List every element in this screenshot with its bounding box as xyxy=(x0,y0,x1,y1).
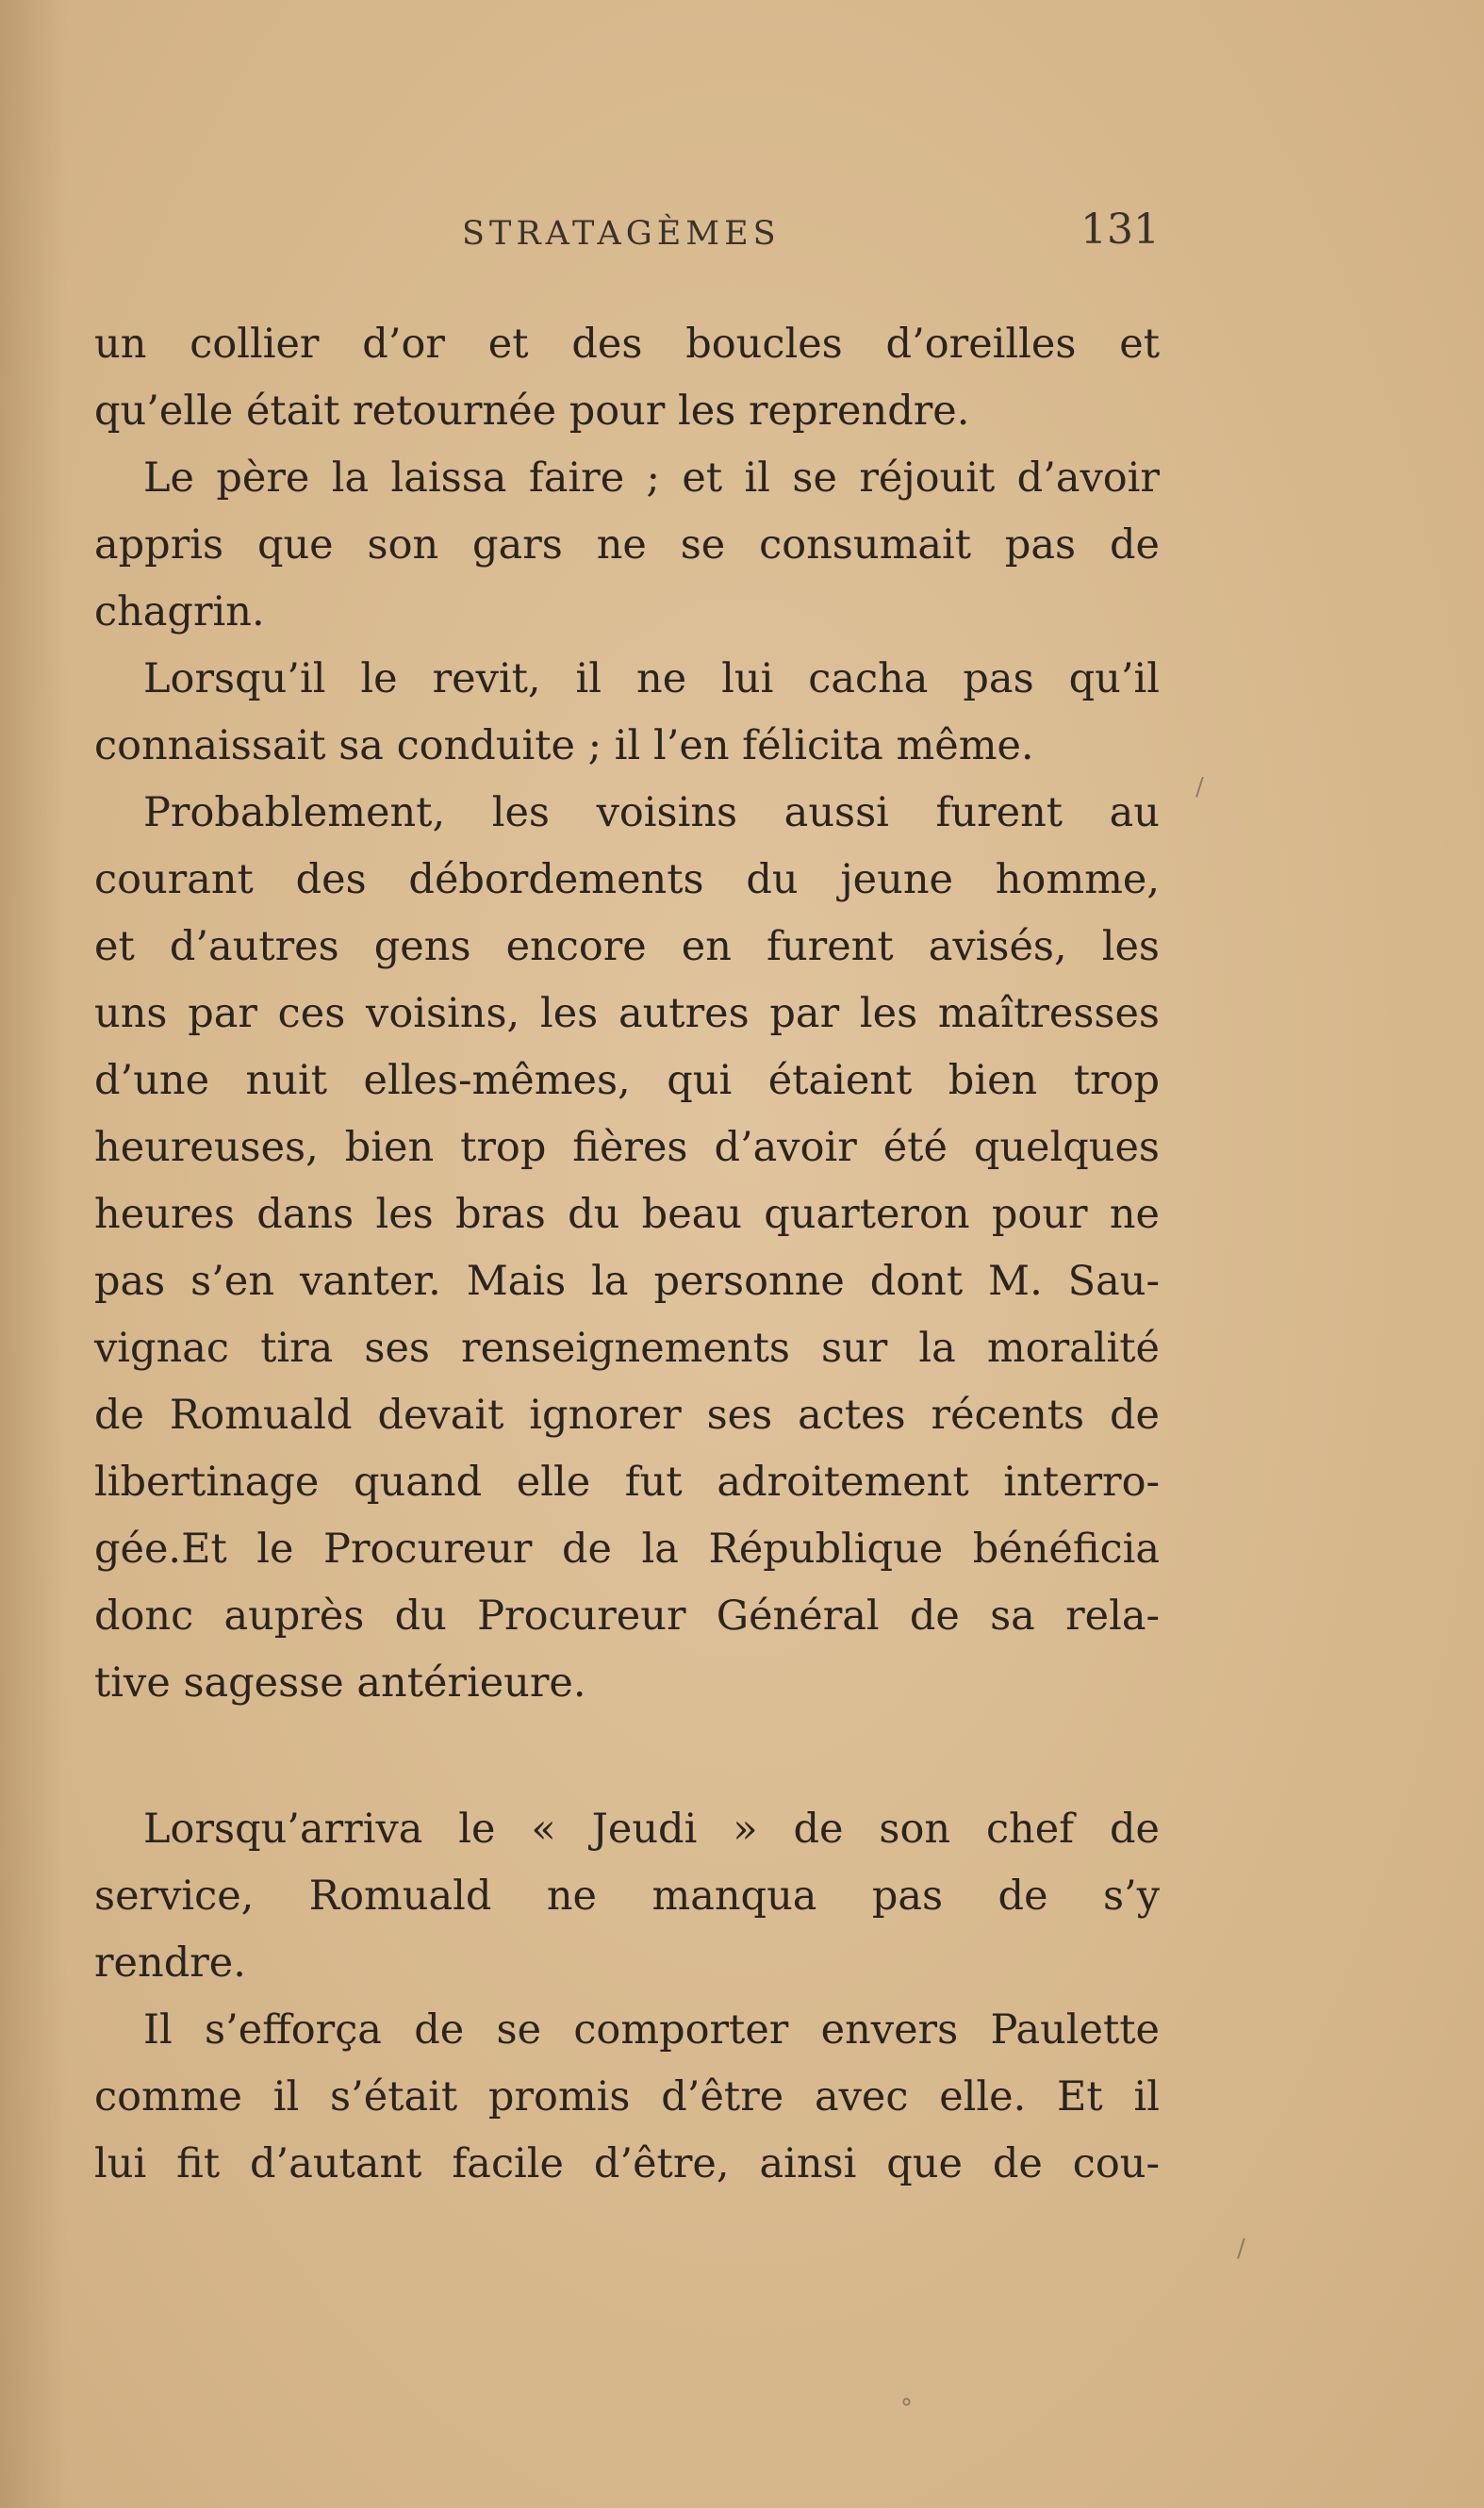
text-line: appris que son gars ne se consumait pas de xyxy=(94,521,1160,569)
paragraph-1 xyxy=(94,311,1160,445)
paragraph-6 xyxy=(94,1997,1160,2198)
paragraph-5 xyxy=(94,1796,1160,1997)
text-line: donc auprès du Procureur Général de sa rela- xyxy=(94,1592,1160,1640)
text-line: gée.Et le Procureur de la République bénéficia xyxy=(94,1526,1160,1573)
text-line: d’une nuit elles-mêmes, qui étaient bien trop xyxy=(94,1057,1160,1104)
text-line: courant des débordements du jeune homme, xyxy=(94,856,1160,903)
text-line: Le père la laissa faire ; et il se réjouit d’avoir xyxy=(143,454,1160,502)
text-line: heures dans les bras du beau quarteron pour ne xyxy=(94,1191,1160,1238)
text-line: Lorsqu’arriva le « Jeudi » de son chef de xyxy=(143,1806,1160,1853)
text-line: chagrin. xyxy=(94,588,265,635)
text-line: un collier d’or et des boucles d’oreilles et xyxy=(94,321,1160,368)
text-line: libertinage quand elle fut adroitement interro- xyxy=(94,1459,1160,1506)
text-line: service, Romuald ne manqua pas de s’y xyxy=(94,1873,1160,1920)
text-line: tive sagesse antérieure. xyxy=(94,1659,586,1707)
text-line: heureuses, bien trop fières d’avoir été quelques xyxy=(94,1124,1160,1171)
paper-blemish: / xyxy=(1195,773,1204,801)
text-line: Lorsqu’il le revit, il ne lui cacha pas qu’il xyxy=(143,655,1160,702)
text-line: pas s’en vanter. Mais la personne dont M. Sau- xyxy=(94,1258,1160,1305)
section-break xyxy=(94,1717,1160,1796)
paragraph-4 xyxy=(94,780,1160,1717)
paragraph-2 xyxy=(94,445,1160,646)
running-head: STRATAGÈMES xyxy=(462,215,781,253)
text-line: Probablement, les voisins aussi furent au xyxy=(143,789,1160,836)
text-line: connaissait sa conduite ; il l’en félicita même. xyxy=(94,722,1034,769)
text-line: uns par ces voisins, les autres par les maîtresses xyxy=(94,990,1160,1037)
text-line: lui fit d’autant facile d’être, ainsi que de cou- xyxy=(94,2140,1160,2187)
text-line: qu’elle était retournée pour les reprendre. xyxy=(94,388,970,435)
page-header xyxy=(94,206,1160,262)
text-line: Il s’efforça de se comporter envers Paulette xyxy=(143,2006,1160,2054)
body-text xyxy=(94,311,1160,2198)
text-line: de Romuald devait ignorer ses actes récents de xyxy=(94,1392,1160,1439)
text-line: vignac tira ses renseignements sur la moralité xyxy=(94,1325,1160,1372)
text-line: comme il s’était promis d’être avec elle. Et il xyxy=(94,2073,1160,2120)
paragraph-3 xyxy=(94,646,1160,780)
paper-blemish: / xyxy=(1237,2235,1245,2263)
text-line: et d’autres gens encore en furent avisés, les xyxy=(94,923,1160,970)
text-line: rendre. xyxy=(94,1939,246,1987)
page-number: 131 xyxy=(1080,206,1160,254)
paper-blemish: ° xyxy=(900,2395,913,2423)
